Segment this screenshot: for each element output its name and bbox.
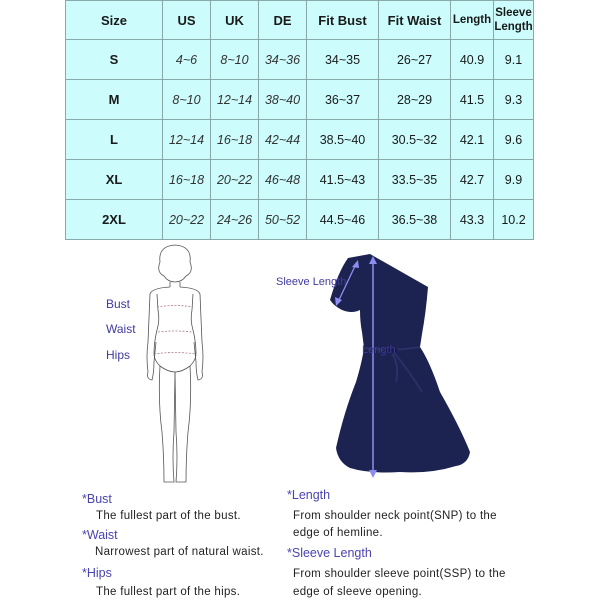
header-us: US [163, 1, 211, 40]
cell-size: XL [66, 160, 163, 200]
cell-fit-bust: 36~37 [307, 80, 379, 120]
table-row [66, 120, 534, 160]
header-size: Size [66, 1, 163, 40]
size-chart-table [65, 0, 534, 240]
cell-us: 12~14 [163, 120, 211, 160]
cell-fit-waist: 28~29 [379, 80, 451, 120]
cell-size: M [66, 80, 163, 120]
cell-de: 34~36 [259, 40, 307, 80]
header-fit-waist: Fit Waist [379, 1, 451, 40]
cell-uk: 24~26 [211, 200, 259, 240]
dress-label-sleeve-length: Sleeve Length [276, 276, 347, 288]
cell-fit-waist: 33.5~35 [379, 160, 451, 200]
desc-hips-text: The fullest part of the hips. [96, 586, 241, 598]
header-length: Length [451, 1, 494, 40]
cell-fit-bust: 34~35 [307, 40, 379, 80]
header-uk: UK [211, 1, 259, 40]
cell-us: 4~6 [163, 40, 211, 80]
table-row [66, 40, 534, 80]
cell-de: 46~48 [259, 160, 307, 200]
desc-sleeve-length-text-2: edge of sleeve opening. [293, 586, 423, 598]
cell-fit-bust: 38.5~40 [307, 120, 379, 160]
desc-hips-title: *Hips [82, 566, 112, 580]
desc-length-title: *Length [287, 488, 331, 502]
desc-waist-text: Narrowest part of natural waist. [95, 546, 264, 558]
cell-length: 43.3 [451, 200, 494, 240]
cell-us: 8~10 [163, 80, 211, 120]
header-sleeve-length [494, 1, 534, 40]
desc-length-text-2: edge of hemline. [293, 527, 383, 539]
cell-de: 42~44 [259, 120, 307, 160]
cell-uk: 8~10 [211, 40, 259, 80]
cell-us: 16~18 [163, 160, 211, 200]
cell-length: 42.1 [451, 120, 494, 160]
table-row [66, 160, 534, 200]
cell-sleeve-length: 9.9 [494, 160, 534, 200]
cell-sleeve-length: 9.6 [494, 120, 534, 160]
dress-label-length: Length [362, 344, 396, 356]
cell-fit-bust: 41.5~43 [307, 160, 379, 200]
cell-length: 41.5 [451, 80, 494, 120]
table-header-row [66, 1, 534, 40]
cell-uk: 16~18 [211, 120, 259, 160]
cell-size: L [66, 120, 163, 160]
body-label-waist: Waist [106, 322, 136, 336]
cell-sleeve-length: 9.3 [494, 80, 534, 120]
cell-uk: 20~22 [211, 160, 259, 200]
header-sleeve-line1: Sleeve [495, 7, 532, 19]
desc-bust-text: The fullest part of the bust. [96, 510, 241, 522]
cell-fit-bust: 44.5~46 [307, 200, 379, 240]
cell-de: 50~52 [259, 200, 307, 240]
body-outline-illustration [130, 242, 220, 488]
cell-size: S [66, 40, 163, 80]
body-label-bust: Bust [106, 297, 131, 311]
desc-sleeve-length-text-1: From shoulder sleeve point(SSP) to the [293, 568, 506, 580]
cell-us: 20~22 [163, 200, 211, 240]
desc-sleeve-length-title: *Sleeve Length [287, 546, 372, 560]
header-sleeve-line2: Length [494, 21, 533, 33]
desc-waist-title: *Waist [82, 528, 118, 542]
body-label-hips: Hips [106, 348, 131, 362]
cell-size: 2XL [66, 200, 163, 240]
table-row [66, 80, 534, 120]
header-fit-bust: Fit Bust [307, 1, 379, 40]
cell-length: 40.9 [451, 40, 494, 80]
cell-de: 38~40 [259, 80, 307, 120]
cell-length: 42.7 [451, 160, 494, 200]
desc-bust-title: *Bust [82, 492, 112, 506]
cell-uk: 12~14 [211, 80, 259, 120]
cell-sleeve-length: 10.2 [494, 200, 534, 240]
desc-length-text-1: From shoulder neck point(SNP) to the [293, 510, 497, 522]
length-arrow [368, 254, 378, 480]
header-de: DE [259, 1, 307, 40]
cell-sleeve-length: 9.1 [494, 40, 534, 80]
cell-fit-waist: 36.5~38 [379, 200, 451, 240]
cell-fit-waist: 30.5~32 [379, 120, 451, 160]
cell-fit-waist: 26~27 [379, 40, 451, 80]
table-row [66, 200, 534, 240]
